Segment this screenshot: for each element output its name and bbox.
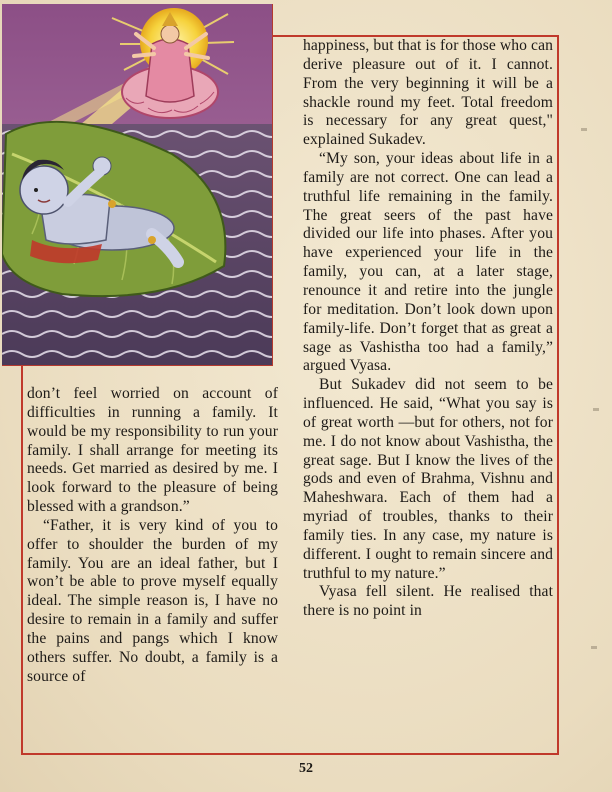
paragraph: Vyasa fell silent. He realised that there is no point in [303, 583, 553, 620]
paragraph: But Sukadev did not seem to be influenced. He said, “What you say is of great worth —but for others, not for me. I do not know about Vashistha, the great sage. But I know the lives of the gods and even of Brahma, Vishnu and Maheshwara. Each of them had a myriad of troubles, thanks to their family ties. In any case, my nature is different. I ought to remain sincere and truthful to my nature.” [303, 376, 553, 582]
frame-left-line [21, 365, 23, 755]
story-illustration [2, 4, 273, 366]
left-text-column [27, 385, 278, 687]
paragraph: don’t feel worried on account of difficulties in running a family. It would be my responsibility to run your family. I shall arrange for meeting its needs. Get married as desired by me. I look forward to the pleasure of being blessed with a grandson.” [27, 385, 278, 516]
paragraph: “My son, your ideas about life in a family are not correct. One can lead a truthful life remaining in the family. The great seers of the past have divided our life into phases. After you have experienced your life in the family, you can, at a later stage, renounce it and retire into the jungle for meditation. Don’t look down upon family-life. Don’t forget that as great a sage as Vashistha too had a family,” argued Vyasa. [303, 150, 553, 375]
paragraph: happiness, but that is for those who can derive pleasure out of it. I cannot. From the very beginning it will be a shackle round my feet. Total freedom is necessary for any great quest," explained Sukadev. [303, 37, 553, 149]
margin-mark [593, 408, 599, 411]
frame-right-line [557, 35, 559, 755]
paragraph: “Father, it is very kind of you to offer to shoulder the burden of my family. You are an ideal father, but I won’t be able to prove myself equally ideal. The simple reason is, I have no desire to remain in a family and suffer the pains and pangs which I know others suffer. No doubt, a family is a source of [27, 516, 278, 685]
frame-bottom-line [21, 753, 559, 755]
margin-mark [581, 128, 587, 131]
margin-mark [591, 646, 597, 649]
page-number: 52 [299, 761, 313, 776]
illustration-art [2, 4, 272, 365]
right-text-column [303, 37, 553, 621]
